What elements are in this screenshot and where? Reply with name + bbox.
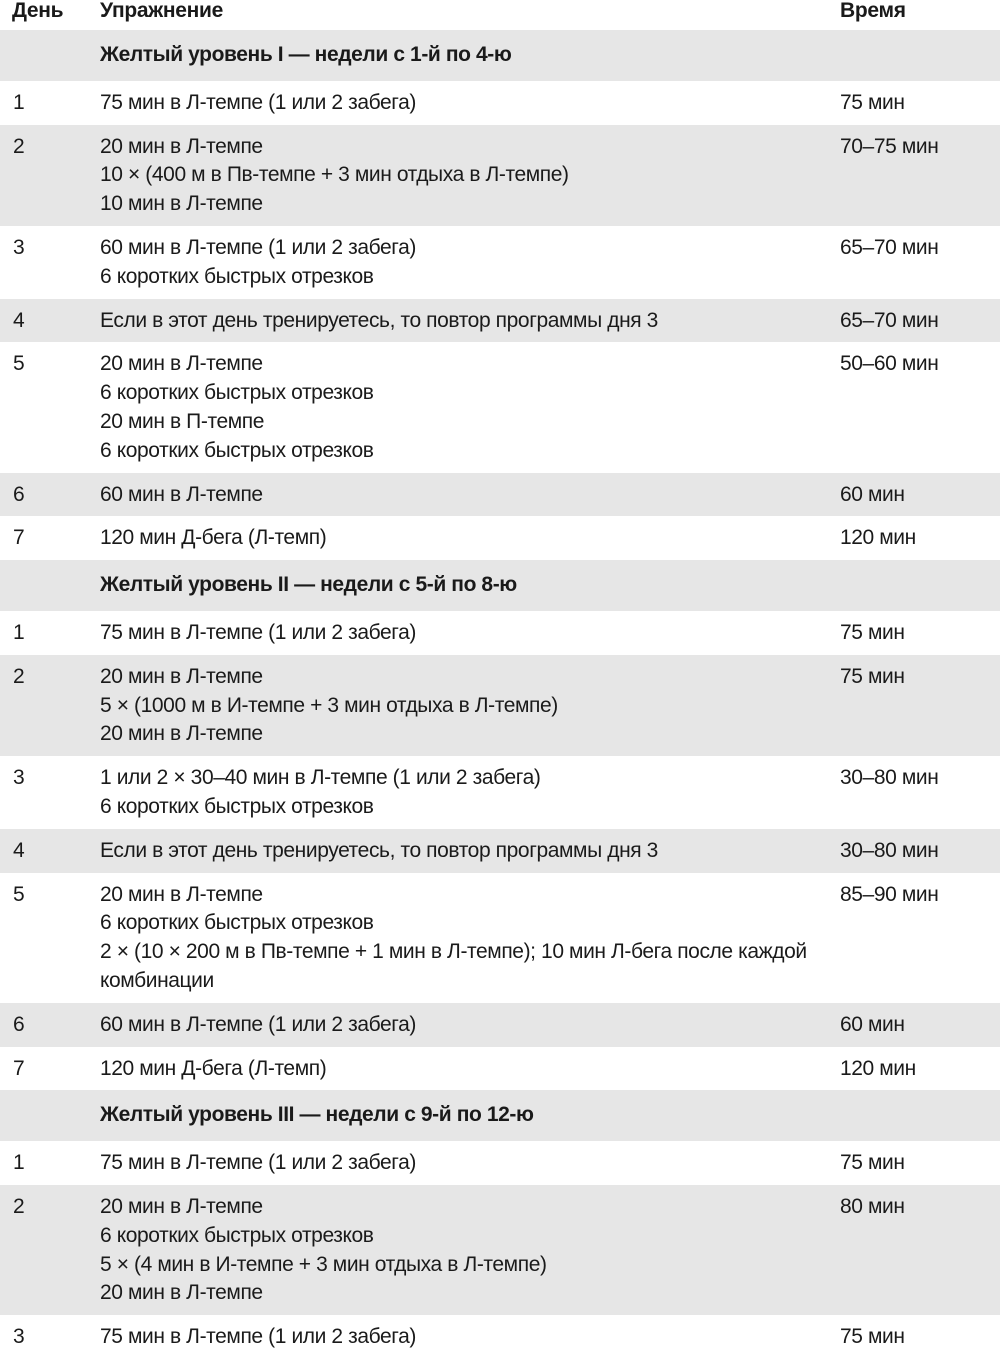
exercise-line: 1 или 2 × 30–40 мин в Л-темпе (1 или 2 забега) xyxy=(100,766,541,790)
exercise-line: 6 коротких быстрых отрезков xyxy=(100,381,374,405)
exercise-cell xyxy=(100,342,840,472)
exercise-line: 60 мин в Л-темпе (1 или 2 забега) xyxy=(100,235,416,259)
time-cell: 75 мин xyxy=(840,655,1000,756)
level-title: Желтый уровень III — недели с 9-й по 12-ю xyxy=(100,1090,1000,1141)
day-cell: 6 xyxy=(0,473,100,517)
table-row xyxy=(0,756,1000,829)
table-row xyxy=(0,1141,1000,1185)
level-title: Желтый уровень I — недели с 1-й по 4-ю xyxy=(100,30,1000,81)
time-cell: 70–75 мин xyxy=(840,125,1000,226)
exercise-line: 20 мин в Л-темпе xyxy=(100,1281,263,1305)
day-cell: 3 xyxy=(13,766,25,790)
level-header-row xyxy=(0,30,1000,81)
exercise-line: 75 мин в Л-темпе (1 или 2 забега) xyxy=(100,1325,416,1349)
table-row xyxy=(0,473,1000,517)
day-cell: 2 xyxy=(0,655,100,756)
day-cell: 6 xyxy=(0,1003,100,1047)
exercise-cell xyxy=(100,873,840,1003)
exercise-cell xyxy=(100,1185,840,1315)
table-header-row xyxy=(0,0,1000,30)
level-title: Желтый уровень II — недели с 5-й по 8-ю xyxy=(100,560,1000,611)
exercise-line: 20 мин в Л-темпе xyxy=(100,664,263,688)
time-cell: 75 мин xyxy=(840,1151,905,1175)
exercise-line: 5 × (4 мин в И-темпе + 3 мин отдыха в Л-темпе) xyxy=(100,1252,547,1276)
time-cell: 65–70 мин xyxy=(840,299,1000,343)
table-row xyxy=(0,1185,1000,1315)
exercise-cell xyxy=(100,125,840,226)
exercise-line: 10 × (400 м в Пв-темпе + 3 мин отдыха в Л-темпе) xyxy=(100,163,569,187)
exercise-line: 5 × (1000 м в И-темпе + 3 мин отдыха в Л-темпе) xyxy=(100,693,558,717)
time-cell: 30–80 мин xyxy=(840,766,939,790)
time-cell: 120 мин xyxy=(840,526,916,550)
table-row xyxy=(0,1003,1000,1047)
exercise-line: 2 × (10 × 200 м в Пв-темпе + 1 мин в Л-темпе); 10 мин Л-бега после каждой комбинации xyxy=(100,940,807,992)
exercise-cell xyxy=(100,756,840,829)
table-row xyxy=(0,81,1000,125)
day-cell: 4 xyxy=(0,829,100,873)
level-header-spacer xyxy=(0,560,100,611)
table-row xyxy=(0,873,1000,1003)
day-cell: 3 xyxy=(13,1325,25,1349)
exercise-cell xyxy=(100,1003,840,1047)
exercise-line: 75 мин в Л-темпе (1 или 2 забега) xyxy=(100,620,416,644)
table-row xyxy=(0,611,1000,655)
table-body xyxy=(0,30,1000,1359)
table-row xyxy=(0,516,1000,560)
exercise-line: 10 мин в Л-темпе xyxy=(100,192,263,216)
exercise-line: 60 мин в Л-темпе xyxy=(100,482,263,506)
time-cell: 75 мин xyxy=(840,620,905,644)
exercise-line: 75 мин в Л-темпе (1 или 2 забега) xyxy=(100,1151,416,1175)
level-header-spacer xyxy=(0,1090,100,1141)
exercise-line: 20 мин в Л-темпе xyxy=(100,882,263,906)
exercise-line: Если в этот день тренируетесь, то повтор программы дня 3 xyxy=(100,308,658,332)
time-cell: 120 мин xyxy=(840,1056,916,1080)
time-cell: 80 мин xyxy=(840,1185,1000,1315)
table-row xyxy=(0,829,1000,873)
table-row xyxy=(0,1315,1000,1359)
header-time: Время xyxy=(840,0,906,22)
level-header-row xyxy=(0,560,1000,611)
exercise-line: 20 мин в Л-темпе xyxy=(100,352,263,376)
exercise-cell xyxy=(100,81,840,125)
exercise-line: 6 коротких быстрых отрезков xyxy=(100,911,374,935)
table-row xyxy=(0,125,1000,226)
exercise-cell xyxy=(100,611,840,655)
exercise-line: 20 мин в Л-темпе xyxy=(100,1194,263,1218)
exercise-cell xyxy=(100,516,840,560)
table-row xyxy=(0,299,1000,343)
time-cell: 60 мин xyxy=(840,1003,1000,1047)
day-cell: 7 xyxy=(13,526,25,550)
time-cell: 65–70 мин xyxy=(840,235,939,259)
time-cell: 50–60 мин xyxy=(840,352,939,376)
exercise-line: 20 мин в Л-темпе xyxy=(100,134,263,158)
time-cell: 60 мин xyxy=(840,473,1000,517)
exercise-line: 75 мин в Л-темпе (1 или 2 забега) xyxy=(100,90,416,114)
exercise-cell xyxy=(100,1047,840,1091)
day-cell: 7 xyxy=(13,1056,25,1080)
day-cell: 1 xyxy=(13,90,25,114)
exercise-line: 6 коротких быстрых отрезков xyxy=(100,794,374,818)
exercise-cell xyxy=(100,1315,840,1359)
exercise-cell xyxy=(100,226,840,299)
time-cell: 75 мин xyxy=(840,90,905,114)
exercise-line: 6 коротких быстрых отрезков xyxy=(100,264,374,288)
time-cell: 85–90 мин xyxy=(840,882,939,906)
day-cell: 3 xyxy=(13,235,25,259)
exercise-cell xyxy=(100,655,840,756)
exercise-line: 6 коротких быстрых отрезков xyxy=(100,1223,374,1247)
exercise-line: 20 мин в Л-темпе xyxy=(100,722,263,746)
day-cell: 1 xyxy=(13,620,25,644)
exercise-cell xyxy=(100,1141,840,1185)
level-header-row xyxy=(0,1090,1000,1141)
header-day: День xyxy=(12,0,64,22)
time-cell: 30–80 мин xyxy=(840,829,1000,873)
exercise-line: 20 мин в П-темпе xyxy=(100,409,265,433)
exercise-line: 120 мин Д-бега (Л-темп) xyxy=(100,1056,327,1080)
exercise-line: 120 мин Д-бега (Л-темп) xyxy=(100,526,327,550)
day-cell: 1 xyxy=(13,1151,25,1175)
exercise-line: Если в этот день тренируетесь, то повтор программы дня 3 xyxy=(100,838,658,862)
exercise-cell xyxy=(100,829,840,873)
exercise-cell xyxy=(100,299,840,343)
table-row xyxy=(0,1047,1000,1091)
exercise-cell xyxy=(100,473,840,517)
table-row xyxy=(0,226,1000,299)
exercise-line: 6 коротких быстрых отрезков xyxy=(100,438,374,462)
level-header-spacer xyxy=(0,30,100,81)
table-row xyxy=(0,342,1000,472)
day-cell: 5 xyxy=(13,882,25,906)
day-cell: 4 xyxy=(0,299,100,343)
day-cell: 2 xyxy=(0,125,100,226)
table-row xyxy=(0,655,1000,756)
header-exercise: Упражнение xyxy=(100,0,223,22)
day-cell: 2 xyxy=(0,1185,100,1315)
day-cell: 5 xyxy=(13,352,25,376)
exercise-line: 60 мин в Л-темпе (1 или 2 забега) xyxy=(100,1012,416,1036)
time-cell: 75 мин xyxy=(840,1325,905,1349)
